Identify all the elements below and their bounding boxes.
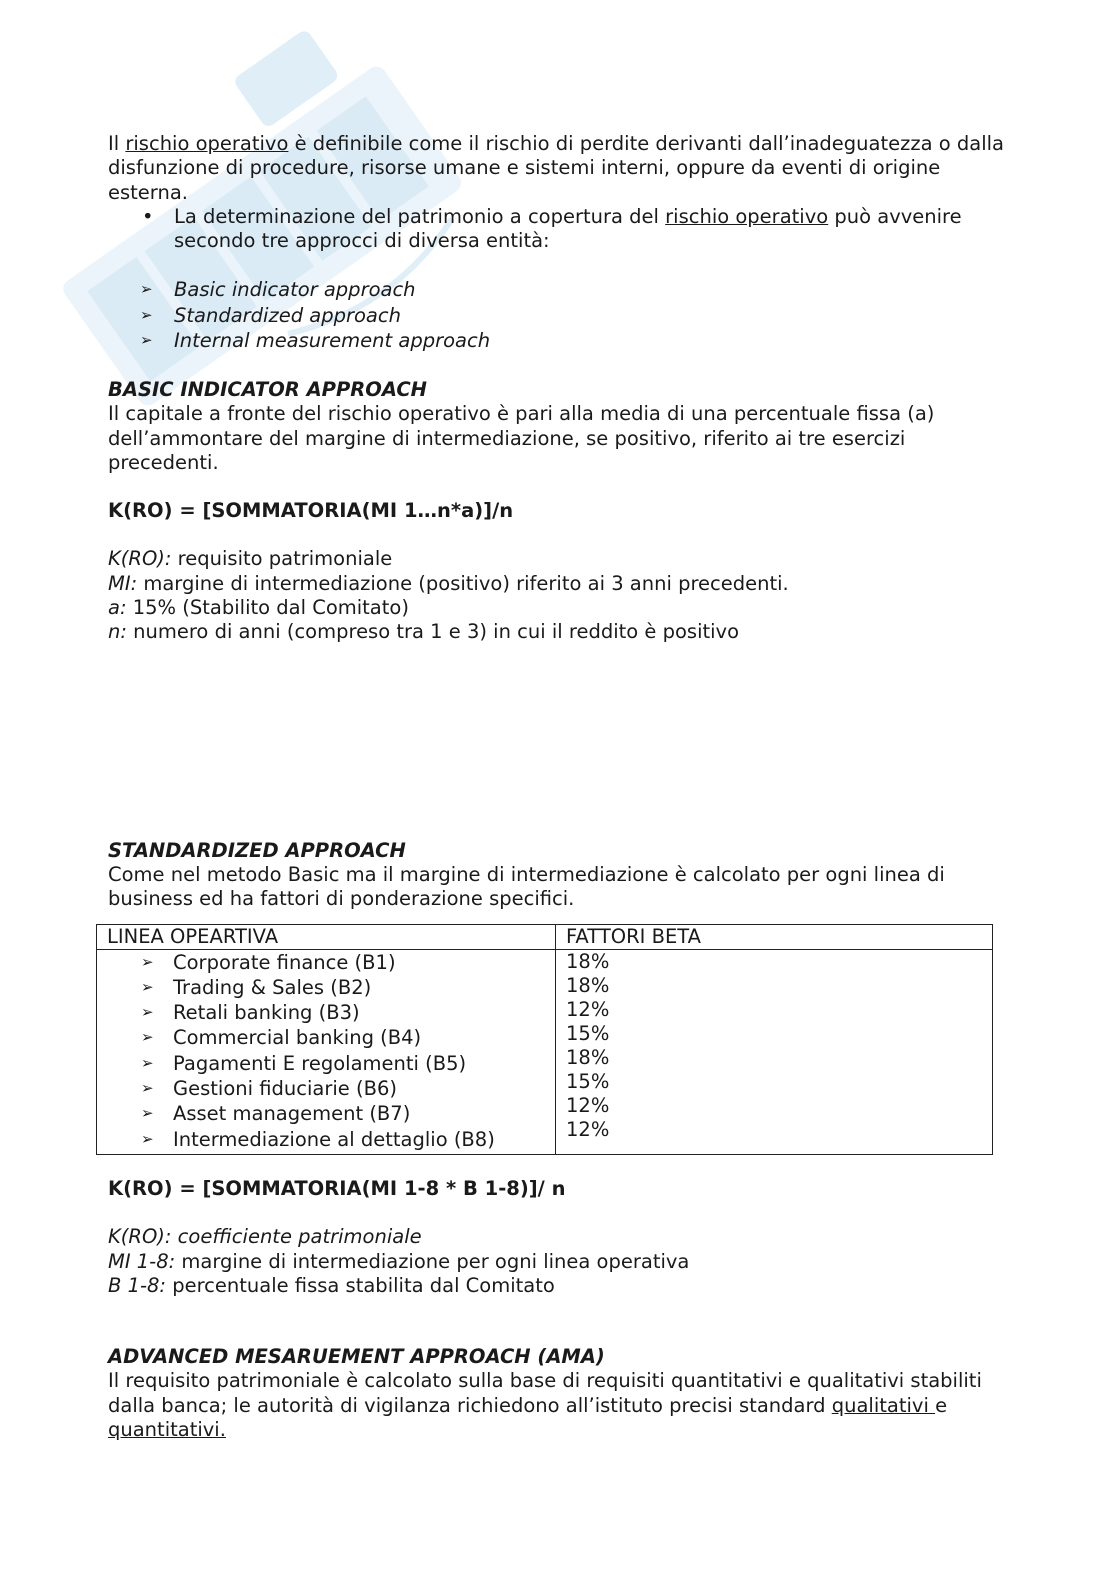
business-lines-cell: [97, 949, 556, 1154]
beta-value: 15%: [566, 1021, 610, 1045]
document-page: [108, 132, 1008, 1442]
list-item: ➢ Standardized approach: [108, 303, 1008, 329]
arrow-bullet-icon: ➢: [141, 1028, 154, 1047]
ama-text: Il requisito patrimoniale è calcolato sulla base di requisiti quantitativi e qualitativi stabiliti dalla banca; le autorità di vigilanza richiedono all’istituto precisi standard qualitativi e quantitativi.: [108, 1369, 982, 1441]
arrow-bullet-icon: ➢: [141, 1053, 154, 1072]
arrow-bullet-icon: ➢: [140, 280, 153, 299]
arrow-bullet-icon: ➢: [141, 1079, 154, 1098]
table-row: [97, 949, 993, 1154]
beta-table: [96, 924, 993, 1155]
basic-text: Il capitale a fronte del rischio operativo è pari alla media di una percentuale fissa (a) dell’ammontare del margine di intermediazione, se positivo, riferito ai tre esercizi precedenti.: [108, 402, 935, 474]
term-rischio-operativo: rischio operativo: [125, 132, 289, 155]
arrow-bullet-icon: ➢: [140, 305, 153, 324]
list-item: ➢ Commercial banking (B4): [107, 1025, 555, 1050]
approaches-list: [108, 277, 1008, 354]
basic-def: K(RO): requisito patrimoniale: [108, 547, 393, 571]
table-header: FATTORI BETA: [556, 924, 993, 949]
table-header: LINEA OPEARTIVA: [97, 924, 556, 949]
arrow-bullet-icon: ➢: [141, 977, 154, 996]
list-item: ➢ Intermediazione al dettaglio (B8): [107, 1127, 555, 1152]
arrow-bullet-icon: ➢: [141, 1003, 154, 1022]
standardized-def: MI 1-8: margine di intermediazione per ogni linea operativa: [108, 1249, 690, 1273]
beta-values-cell: [556, 949, 993, 1154]
basic-heading: BASIC INDICATOR APPROACH: [108, 377, 427, 401]
list-item: ➢ Trading & Sales (B2): [107, 975, 555, 1000]
beta-value: 12%: [566, 997, 610, 1021]
basic-def: a: 15% (Stabilito dal Comitato): [108, 596, 409, 620]
list-item: ➢ Internal measurement approach: [108, 328, 1008, 354]
beta-value: 15%: [566, 1069, 610, 1093]
intro-bullet: • La determinazione del patrimonio a copertura del rischio operativo può avvenire secondo tre approcci di diversa entità:: [108, 205, 1008, 254]
beta-value: 12%: [566, 1117, 610, 1141]
basic-def: MI: margine di intermediazione (positivo) riferito ai 3 anni precedenti.: [108, 571, 789, 595]
standardized-def: K(RO): coefficiente patrimoniale: [108, 1225, 422, 1249]
arrow-bullet-icon: ➢: [141, 1104, 154, 1123]
arrow-bullet-icon: ➢: [140, 331, 153, 350]
list-item: ➢ Gestioni fiduciarie (B6): [107, 1076, 555, 1101]
beta-value: 18%: [566, 1045, 610, 1069]
intro-paragraph: Il rischio operativo è definibile come il rischio di perdite derivanti dall’inadeguatezza o dalla disfunzione di procedure, risorse umane e sistemi interni, oppure da eventi di origine esterna.: [108, 132, 1004, 204]
list-item: ➢ Pagamenti E regolamenti (B5): [107, 1051, 555, 1076]
standardized-def: B 1-8: percentuale fissa stabilita dal Comitato: [108, 1273, 555, 1297]
beta-value: 18%: [566, 949, 610, 973]
standardized-heading: STANDARDIZED APPROACH: [108, 838, 406, 862]
beta-value: 18%: [566, 973, 610, 997]
ama-heading: ADVANCED MESARUEMENT APPROACH (AMA): [108, 1345, 605, 1369]
list-item: ➢ Corporate finance (B1): [107, 950, 555, 975]
table-header-row: [97, 924, 993, 949]
arrow-bullet-icon: ➢: [141, 1129, 154, 1148]
bullet-dot-icon: •: [142, 204, 154, 228]
standardized-formula: K(RO) = [SOMMATORIA(MI 1-8 * B 1-8)]/ n: [108, 1176, 566, 1200]
beta-value: 12%: [566, 1093, 610, 1117]
arrow-bullet-icon: ➢: [141, 952, 154, 971]
list-item: ➢ Asset management (B7): [107, 1101, 555, 1126]
standardized-text: Come nel metodo Basic ma il margine di intermediazione è calcolato per ogni linea di business ed ha fattori di ponderazione specifici.: [108, 862, 945, 911]
list-item: ➢ Basic indicator approach: [108, 277, 1008, 303]
basic-formula: K(RO) = [SOMMATORIA(MI 1…n*a)]/n: [108, 499, 514, 523]
basic-def: n: numero di anni (compreso tra 1 e 3) in cui il reddito è positivo: [108, 620, 740, 644]
list-item: ➢ Retali banking (B3): [107, 1000, 555, 1025]
